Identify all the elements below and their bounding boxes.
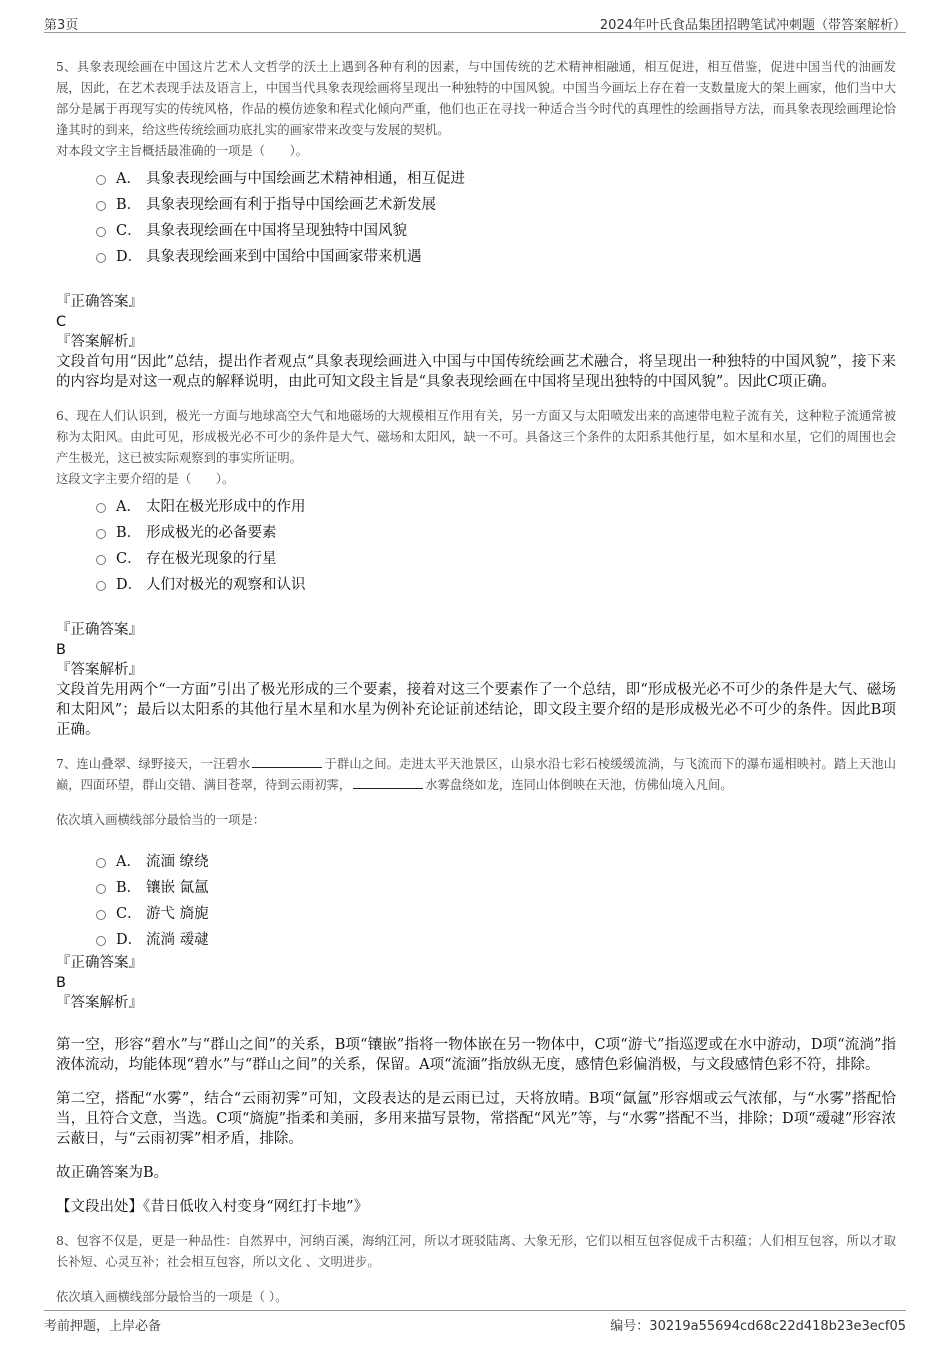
option-list xyxy=(96,494,896,598)
question-6 xyxy=(56,406,896,740)
option-list xyxy=(96,849,896,953)
analysis-text: 文段首句用“因此”总结，提出作者观点“具象表现绘画进入中国与中国传统绘画艺术融合，将呈现出一种独特的中国风貌”，接下来的内容均是对这一观点的解释说明，由此可知文段主旨是“具象表现绘画在中国将呈现出独特的中国风貌”。因此C项正确。 xyxy=(56,354,896,390)
option-c[interactable]: C． 游弋 旖旎 xyxy=(96,901,896,927)
question-8 xyxy=(56,1231,896,1308)
analysis-heading: 『答案解析』 xyxy=(56,995,143,1011)
question-passage: 8、包容不仅是，更是一种品性：自然界中，河纳百溪，海纳江河，所以才斑驳陆离、大象无形，它们以相互包容促成千古积蕴；人们相互包容，所以才取长补短、心灵互补；社会相互包容，所以文化 、文明进步。 xyxy=(56,1234,896,1269)
option-d[interactable]: D． 流淌 叆叇 xyxy=(96,927,896,953)
option-b[interactable]: B． 具象表现绘画有利于指导中国绘画艺术新发展 xyxy=(96,192,896,218)
radio-icon[interactable] xyxy=(96,884,106,894)
answer-value: C xyxy=(56,314,67,330)
question-stem: 依次填入画横线部分最恰当的一项是： xyxy=(56,813,266,827)
radio-icon[interactable] xyxy=(96,529,106,539)
question-7 xyxy=(56,754,896,1217)
page-header xyxy=(44,10,906,33)
option-a[interactable]: A． 太阳在极光形成中的作用 xyxy=(96,494,896,520)
document-title: 2024年叶氏食品集团招聘笔试冲刺题（带答案解析） xyxy=(599,18,906,33)
answer-value: B xyxy=(56,975,66,991)
question-5 xyxy=(56,57,896,392)
radio-icon[interactable] xyxy=(96,175,106,185)
question-passage: 5、具象表现绘画在中国这片艺术人文哲学的沃土上遇到各种有利的因素，与中国传统的艺术精神相融通，相互促进，相互借鉴，促进中国当代的油画发展，因此，在艺术表现手法及语言上，中国当代具象表现绘画将呈现出一种独特的中国风貌。中国当今画坛上存在着一支数量庞大的架上画家，他们当中大部分是属于再现写实的传统风格，作品的模仿迹象和程式化倾向严重，他们也正在寻找一种适合当今时代的真理性的绘画指导方法，而具象表现绘画理论恰逢其时的到来，给这些传统绘画功底扎实的画家带来改变与发展的契机。 xyxy=(56,60,896,137)
analysis-heading: 『答案解析』 xyxy=(56,662,143,678)
page-number: 第3页 xyxy=(44,18,79,33)
answer-heading: 『正确答案』 xyxy=(56,955,143,971)
radio-icon[interactable] xyxy=(96,555,106,565)
question-stem: 这段文字主要介绍的是（ ）。 xyxy=(56,472,235,486)
analysis-paragraph-2: 第二空，搭配“水雾”，结合“云雨初霁”可知，文段表达的是云雨已过，天将放晴。B项“氤氲”形容烟或云气浓郁，与“水雾”搭配恰当，且符合文意，当选。C项“旖旎”指柔和美丽，多用来描写景物，常搭配“风光”等，与“水雾”搭配不当，排除；D项“叆叇”形容浓云蔽日，与“云雨初霁”相矛盾，排除。 xyxy=(56,1091,896,1147)
page-footer xyxy=(44,1310,906,1335)
fill-blank-1 xyxy=(252,755,322,768)
answer-heading: 『正确答案』 xyxy=(56,294,143,310)
page-content xyxy=(56,57,896,1308)
radio-icon[interactable] xyxy=(96,227,106,237)
analysis-paragraph-1: 第一空，形容“碧水”与“群山之间”的关系，B项“镶嵌”指将一物体嵌在另一物体中，C项“游弋”指巡逻或在水中游动，D项“流淌”指液体流动，均能体现“碧水”与“群山之间”的关系，保留。A项“流湎”指放纵无度，感情色彩偏消极，与文段感情色彩不符，排除。 xyxy=(56,1037,896,1073)
question-stem: 依次填入画横线部分最恰当的一项是（ ）。 xyxy=(56,1290,288,1304)
question-passage: 6、现在人们认识到，极光一方面与地球高空大气和地磁场的大规模相互作用有关，另一方面又与太阳喷发出来的高速带电粒子流有关，这种粒子流通常被称为太阳风。由此可见，形成极光必不可少的条件是大气、磁场和太阳风，缺一不可。具备这三个条件的太阳系其他行星，如木星和水星，它们的周围也会产生极光，这已被实际观察到的事实所证明。 xyxy=(56,409,896,465)
option-d[interactable]: D． 具象表现绘画来到中国给中国画家带来机遇 xyxy=(96,244,896,270)
radio-icon[interactable] xyxy=(96,858,106,868)
analysis-text: 文段首先用两个“一方面”引出了极光形成的三个要素，接着对这三个要素作了一个总结，即“形成极光必不可少的条件是大气、磁场和太阳风”；最后以太阳系的其他行星木星和水星为例补充论证前述结论，即文段主要介绍的是形成极光必不可少的条件。因此B项正确。 xyxy=(56,682,896,738)
option-list xyxy=(96,166,896,270)
option-d[interactable]: D． 人们对极光的观察和认识 xyxy=(96,572,896,598)
analysis-heading: 『答案解析』 xyxy=(56,334,143,350)
fill-blank-2 xyxy=(353,776,423,789)
document-id: 编号：30219a55694cd68c22d418b23e3ecf05 xyxy=(610,1319,906,1334)
passage-source: 【文段出处】《昔日低收入村变身“网红打卡地”》 xyxy=(56,1199,369,1215)
radio-icon[interactable] xyxy=(96,503,106,513)
option-c[interactable]: C． 存在极光现象的行星 xyxy=(96,546,896,572)
option-c[interactable]: C． 具象表现绘画在中国将呈现独特中国风貌 xyxy=(96,218,896,244)
option-a[interactable]: A． 流湎 缭绕 xyxy=(96,849,896,875)
answer-value: B xyxy=(56,642,66,658)
radio-icon[interactable] xyxy=(96,253,106,263)
analysis-conclusion: 故正确答案为B。 xyxy=(56,1165,169,1181)
radio-icon[interactable] xyxy=(96,581,106,591)
option-b[interactable]: B． 形成极光的必备要素 xyxy=(96,520,896,546)
answer-heading: 『正确答案』 xyxy=(56,622,143,638)
option-a[interactable]: A． 具象表现绘画与中国绘画艺术精神相通，相互促进 xyxy=(96,166,896,192)
radio-icon[interactable] xyxy=(96,201,106,211)
question-passage: 7、连山叠翠、绿野接天，一汪碧水 于群山之间。走进太平天池景区，山泉水沿七彩石棱缓缓流淌，与飞流而下的瀑布遥相映衬。踏上天池山巅，四面环望，群山交错、满目苍翠，待到云雨初霁， 水雾盘绕如龙，连同山体倒映在天池，仿佛仙境入凡间。 xyxy=(56,757,896,792)
option-b[interactable]: B． 镶嵌 氤氲 xyxy=(96,875,896,901)
radio-icon[interactable] xyxy=(96,910,106,920)
radio-icon[interactable] xyxy=(96,936,106,946)
question-stem: 对本段文字主旨概括最准确的一项是（ ）。 xyxy=(56,144,309,158)
footer-slogan: 考前押题，上岸必备 xyxy=(44,1319,162,1334)
